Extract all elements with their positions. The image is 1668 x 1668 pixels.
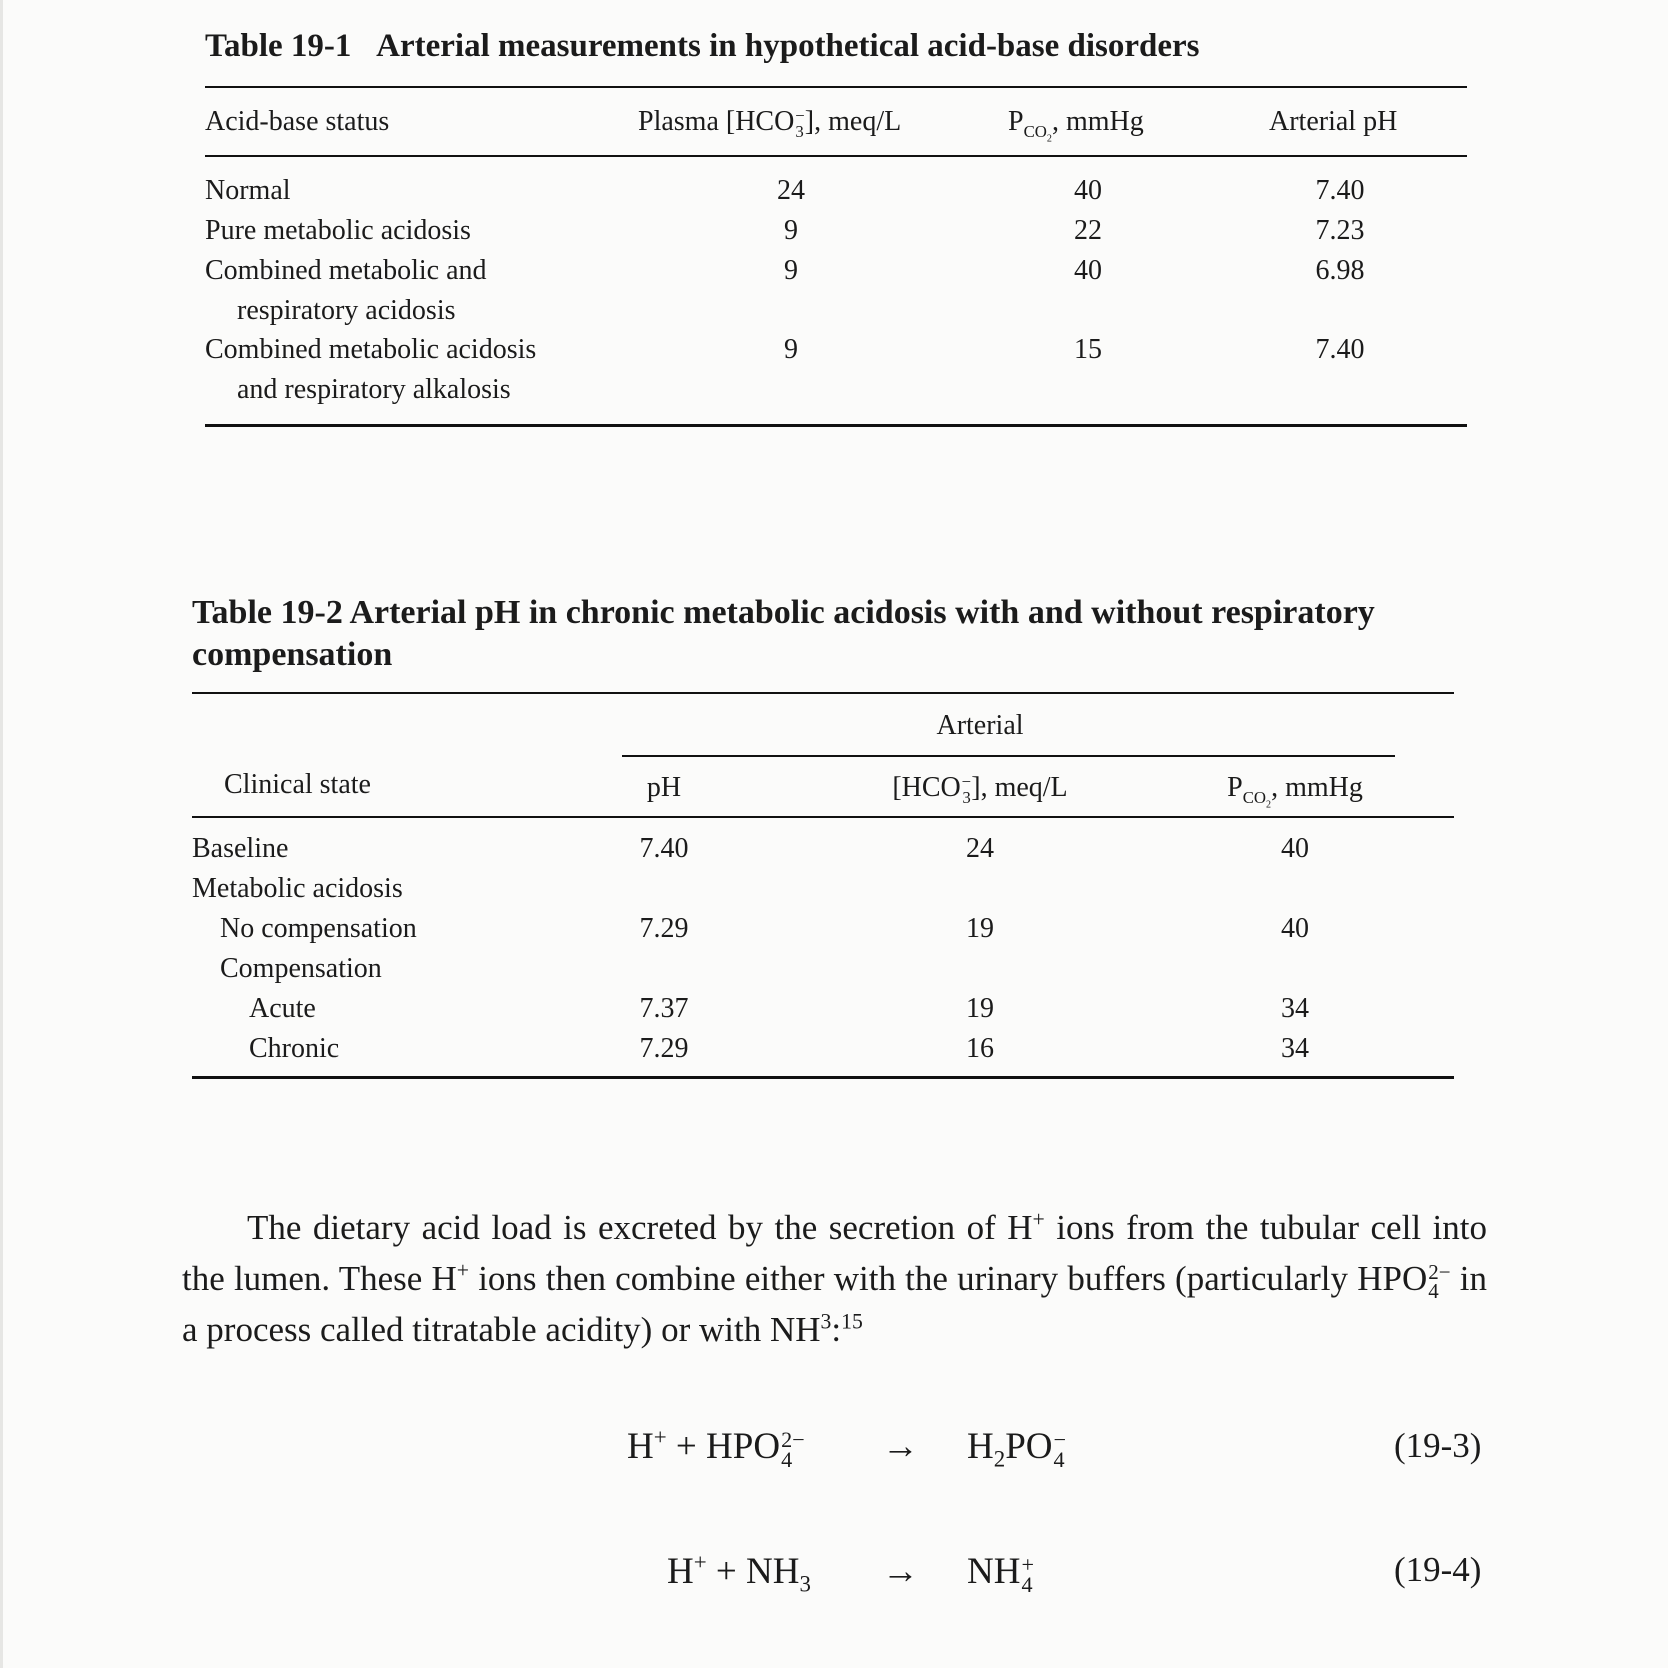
table-2-header-hco3: [HCO − 3 ], meq/L (892, 772, 1068, 807)
equation-19-3-arrow: → (882, 1426, 919, 1467)
table-2-row-label: Chronic (249, 1033, 340, 1064)
table-1-row-status: Combined metabolic acidosis (205, 334, 537, 365)
table-2-title: Table 19-2 Arterial pH in chronic metabolic acidosis with and without respiratory compensation (192, 594, 1375, 673)
table-2-group-rule (622, 755, 1395, 757)
table-2-group-header-arterial: Arterial (936, 710, 1024, 741)
table-1-header-rule (205, 155, 1467, 157)
equation-19-4-number: (19-4) (1394, 1550, 1482, 1589)
table-1-row-pco2: 40 (1074, 175, 1102, 206)
table-1-row-ph: 6.98 (1315, 255, 1365, 286)
equation-19-4-arrow: → (882, 1551, 919, 1592)
table-2-row-ph: 7.37 (639, 993, 689, 1024)
table-1-row-status: and respiratory alkalosis (237, 374, 511, 405)
table-2-row-pco2: 40 (1281, 913, 1309, 944)
table-1-row-status: Normal (205, 175, 291, 206)
table-2-header-rule (192, 816, 1454, 818)
table-1-row-pco2: 40 (1074, 255, 1102, 286)
equation-19-3-rhs: $H_2PO$ − 4 (967, 1426, 1067, 1472)
table-1-top-rule (205, 86, 1467, 88)
table-2-row-pco2: 34 (1281, 993, 1309, 1024)
table-2-row-pco2: 40 (1281, 833, 1309, 864)
table-1-bottom-rule (205, 424, 1467, 427)
table-1-row-hco3: 9 (784, 334, 798, 365)
equation-19-3-lhs: H+ + HPO 2− 4 (627, 1424, 805, 1472)
table-1-row-hco3: 24 (777, 175, 805, 206)
table-2-row-label: Compensation (220, 953, 382, 984)
table-1-row-status: Pure metabolic acidosis (205, 215, 471, 246)
table-1-header-hco3: Plasma [HCO − 3 ], meq/L (638, 106, 902, 141)
body-paragraph: The dietary acid load is excreted by the secretion of H+ ions from the tubular cell into the lumen. These H+ ions then combine either with the urinary buffers (particularly HPO 2− 4 in a process called titratable acidity) or with $NH^3:^{15}$ (182, 1207, 1487, 1349)
table-2-row-label: No compensation (220, 913, 417, 944)
table-2-header-clinical-state: Clinical state (224, 769, 371, 800)
table-1-label: Table 19-1 (205, 28, 352, 64)
table-1-header-status: Acid-base status (205, 106, 390, 137)
table-2-row-hco3: 16 (966, 1033, 994, 1064)
table-1-title (205, 28, 1200, 65)
table-2-row-ph: 7.40 (639, 833, 689, 864)
equation-19-3-number: (19-3) (1394, 1426, 1482, 1465)
table-1-row-status: respiratory acidosis (237, 295, 456, 326)
table-2-row-ph: 7.29 (639, 913, 689, 944)
table-1-row-pco2: 15 (1074, 334, 1102, 365)
equation-19-4-lhs: $H^+ + NH_3$ (667, 1549, 811, 1597)
table-1-caption: Arterial measurements in hypothetical acid-base disorders (376, 28, 1200, 64)
table-2-row-hco3: 19 (966, 993, 994, 1024)
table-1-row-status: Combined metabolic and (205, 255, 487, 286)
table-2-row-ph: 7.29 (639, 1033, 689, 1064)
table-2-row-label: Acute (249, 993, 316, 1024)
table-1-row-ph: 7.40 (1315, 334, 1365, 365)
table-1-row-hco3: 9 (784, 215, 798, 246)
table-1-row-ph: 7.23 (1315, 215, 1365, 246)
table-2-row-label: Baseline (192, 833, 289, 864)
table-2-row-hco3: 19 (966, 913, 994, 944)
table-2-row-pco2: 34 (1281, 1033, 1309, 1064)
table-2-row-hco3: 24 (966, 833, 994, 864)
table-2-row-label: Metabolic acidosis (192, 873, 403, 904)
table-2-header-ph: pH (646, 772, 682, 803)
table-1-header-ph: Arterial pH (1269, 106, 1398, 137)
table-1-row-hco3: 9 (784, 255, 798, 286)
table-2-top-rule (192, 692, 1454, 694)
table-1-row-ph: 7.40 (1315, 175, 1365, 206)
table-2-bottom-rule (192, 1076, 1454, 1079)
table-2-header-pco2: $P_{CO_2}$, mmHg (1227, 772, 1363, 810)
table-1-header-pco2: $P_{CO_2}$, mmHg (1008, 106, 1144, 144)
equation-19-4-rhs: NH + 4 (967, 1551, 1034, 1597)
table-1-row-pco2: 22 (1074, 215, 1102, 246)
